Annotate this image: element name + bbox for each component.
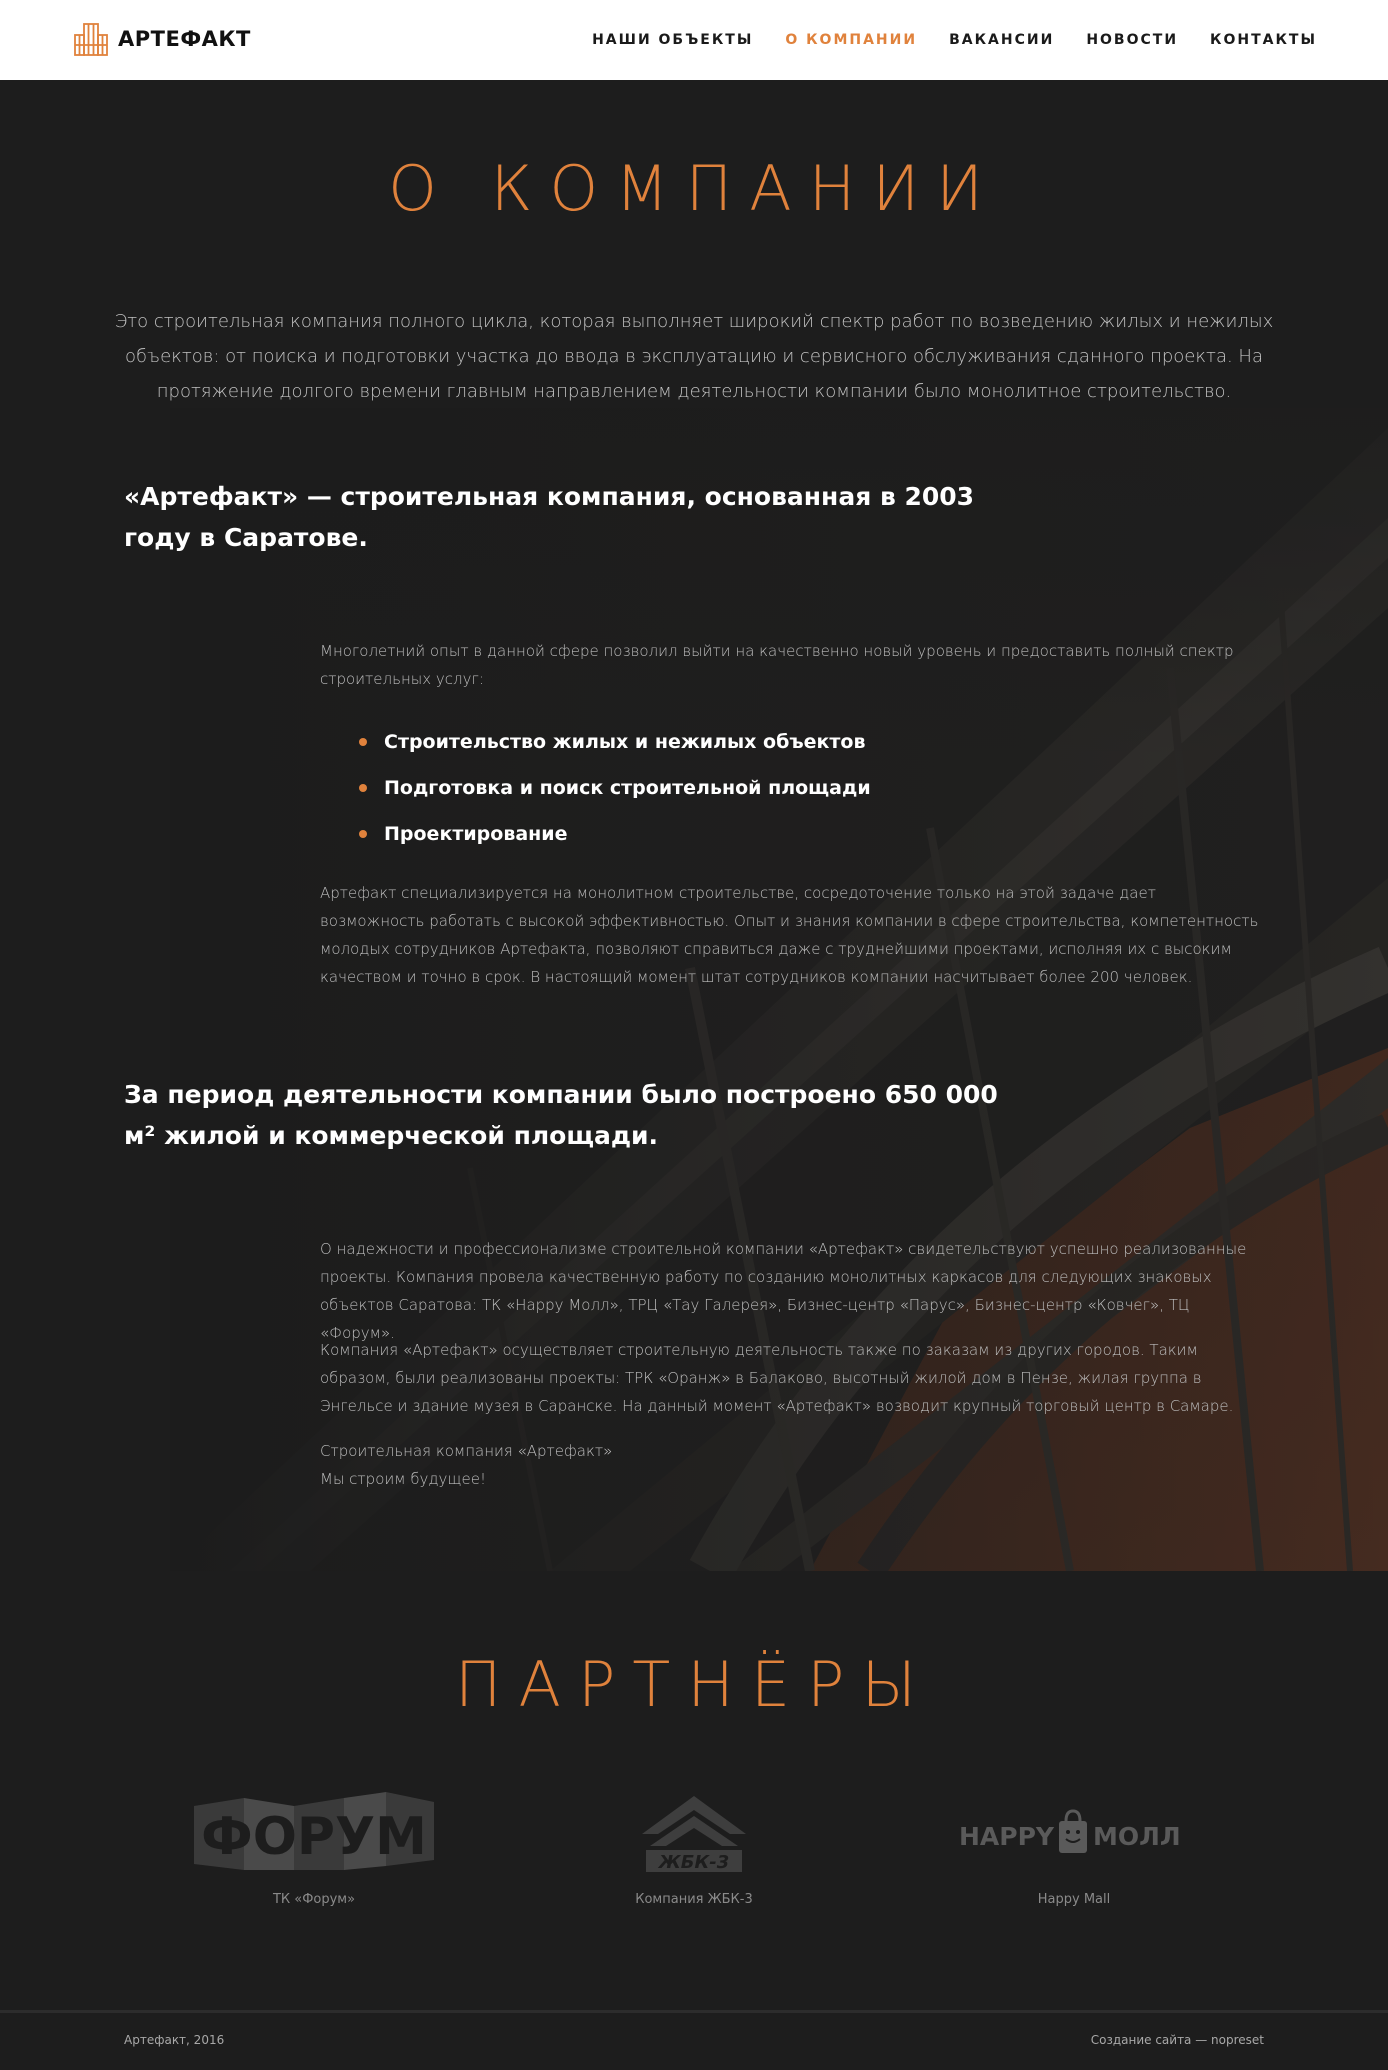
forum-logo: [194, 1792, 434, 1878]
bullet-icon: [359, 830, 367, 838]
projects-text: О надежности и профессионализме строительной компании «Артефакт» свидетельствуют успешно реализованные проекты. Компания провела качественную работу по созданию монолитных каркасов для следующих знаковых объектов Саратова: ТК «Happy Молл», ТРЦ «Тау Галерея», Бизнес-центр «Парус», Бизнес-центр «Ковчег», ТЦ «Форум».: [320, 1240, 1247, 1342]
nav-about[interactable]: О КОМПАНИИ: [785, 32, 918, 48]
partner-caption: Happy Mall: [1037, 1892, 1111, 1907]
svg-text:МОЛЛ: МОЛЛ: [1093, 1822, 1181, 1851]
site-footer: [0, 2013, 1388, 2070]
building-icon: [72, 21, 110, 57]
specialization-text: Артефакт специализируется на монолитном строительстве, сосредоточение только на этой задаче дает возможность работать с высокой эффективностью. Опыт и знания компании в сфере строительства, компетентность молодых сотрудников Артефакта, позволяют справиться даже с труднейшими проектами, исполняя их с высоким качеством и точно в срок. В настоящий момент штат сотрудников компании насчитывает более 200 человек.: [320, 884, 1259, 986]
signature: [320, 1437, 1260, 1493]
nav-vacancies[interactable]: ВАКАНСИИ: [949, 32, 1055, 48]
nav-objects[interactable]: НАШИ ОБЪЕКТЫ: [592, 32, 754, 48]
developer-credit-link[interactable]: Создание сайта — nopreset: [1090, 2033, 1264, 2047]
partner-happy-mall[interactable]: [924, 1790, 1224, 1907]
partner-caption: ТК «Форум»: [272, 1892, 356, 1907]
bullet-icon: [359, 784, 367, 792]
brand-logo[interactable]: [72, 20, 251, 58]
area-quote: За период деятельности компании было построено 650 000 м² жилой и коммерческой площади.: [124, 1080, 998, 1150]
signature-company: Строительная компания «Артефакт»: [320, 1442, 613, 1460]
nav-contacts[interactable]: КОНТАКТЫ: [1210, 32, 1317, 48]
partners-title: ПАРТНЁРЫ: [454, 1648, 934, 1721]
bullet-icon: [359, 738, 367, 746]
site-header: [0, 0, 1388, 80]
svg-text:ЖБК-3: ЖБК-3: [658, 1852, 730, 1873]
list-item: [359, 814, 871, 860]
other-cities-text: Компания «Артефакт» осуществляет строительную деятельность также по заказам из других городов. Таким образом, были реализованы проекты: ТРК «Оранж» в Балаково, высотный жилой дом в Пензе, жилая группа в Энгельсе и здание музея в Саранске. На данный момент «Артефакт» возводит крупный торговый центр в Самаре.: [320, 1341, 1234, 1415]
services-list: [359, 722, 871, 860]
partner-caption: Компания ЖБК-3: [635, 1892, 753, 1907]
service-label: Подготовка и поиск строительной площади: [384, 777, 871, 799]
brand-name: АРТЕФАКТ: [118, 27, 251, 51]
founded-quote: «Артефакт» — строительная компания, основанная в 2003 году в Саратове.: [124, 482, 975, 552]
copyright: Артефакт, 2016: [124, 2033, 225, 2047]
list-item: [359, 722, 871, 768]
list-item: [359, 768, 871, 814]
svg-text:HAPPY: HAPPY: [959, 1822, 1055, 1851]
signature-slogan: Мы строим будущее!: [320, 1470, 486, 1488]
service-label: Проектирование: [384, 823, 568, 845]
shopping-bag-icon: [1059, 1811, 1087, 1853]
happy-mall-logo: [959, 1805, 1189, 1865]
service-label: Строительство жилых и нежилых объектов: [384, 731, 866, 753]
svg-text:ФОРУМ: ФОРУМ: [201, 1807, 427, 1867]
partner-forum[interactable]: [164, 1790, 464, 1907]
page-title: О КОМПАНИИ: [388, 152, 1000, 225]
intro-text: Это строительная компания полного цикла, которая выполняет широкий спектр работ по возведению жилых и нежилых объектов: от поиска и подготовки участка до ввода в эксплуатацию и сервисного обслуживания сданного проекта. На протяжение долгого времени главным направлением деятельности компании было монолитное строительство.: [114, 311, 1274, 402]
nav-news[interactable]: НОВОСТИ: [1086, 32, 1179, 48]
partner-zhbk3[interactable]: [544, 1790, 844, 1907]
main-nav: [560, 0, 1317, 80]
zhbk3-logo: [634, 1792, 754, 1878]
experience-text: Многолетний опыт в данной сфере позволил выйти на качественно новый уровень и предоставить полный спектр строительных услуг:: [320, 642, 1234, 688]
